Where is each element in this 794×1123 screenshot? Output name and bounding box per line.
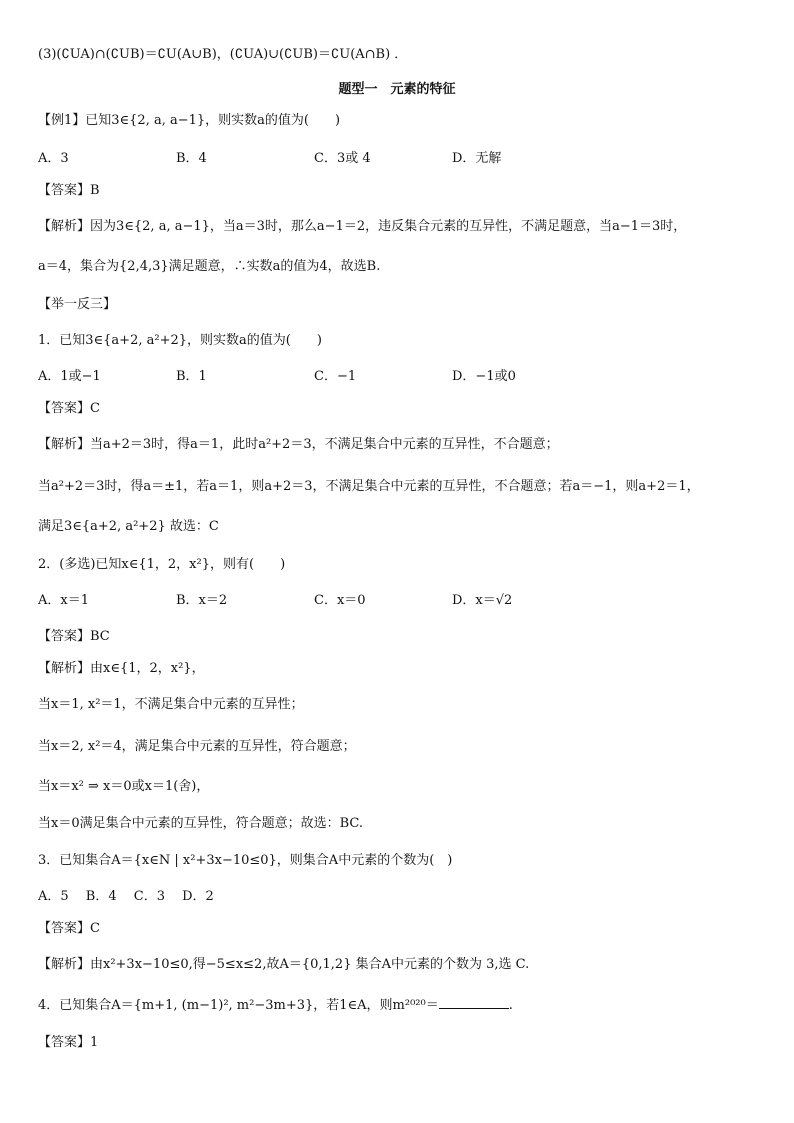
option-b: B．4 [176, 151, 207, 166]
option-b: B．x＝2 [176, 593, 228, 608]
q3-question: 3．已知集合A＝{x∈N | x²+3x−10≤0}，则集合A中元素的个数为( ) [38, 853, 453, 868]
example-1-analysis-2: a＝4，集合为{2,4,3}满足题意，∴实数a的值为4，故选B. [38, 259, 381, 274]
q2-analysis-4: 当x＝x² ⇒ x＝0或x＝1(舍)， [38, 779, 210, 794]
q2-options [38, 592, 590, 610]
q3-analysis: 【解析】由x²+3x−10≤0,得−5≤x≤2,故A＝{0,1,2} 集合A中元素的个数为 3,选 C. [38, 957, 530, 972]
q2-analysis-1: 【解析】由x∈{1，2，x²}， [38, 661, 205, 676]
example-1-analysis-1: 【解析】因为3∈{2, a, a−1}，当a＝3时，那么a−1＝2，违反集合元素的互异性，不满足题意，当a−1＝3时， [38, 219, 687, 234]
option-c: C．−1 [314, 369, 357, 384]
q2-analysis-3: 当x＝2, x²＝4，满足集合中元素的互异性，符合题意； [38, 739, 356, 754]
practice-heading: 【举一反三】 [38, 297, 117, 312]
q1-answer: 【答案】C [38, 401, 100, 416]
q4-question-end: . [508, 998, 513, 1013]
example-1-question: 【例1】已知3∈{2, a, a−1}，则实数a的值为( ) [38, 113, 341, 128]
q2-answer: 【答案】BC [38, 629, 110, 644]
q2-analysis-2: 当x＝1, x²＝1，不满足集合中元素的互异性； [38, 697, 304, 712]
answer-blank[interactable] [439, 996, 509, 1009]
option-a: A．x＝1 [38, 593, 89, 608]
example-1-options [38, 150, 590, 168]
q3-answer: 【答案】C [38, 921, 100, 936]
q4-question-text: 4．已知集合A＝{m+1, (m−1)², m²−3m+3}，若1∈A，则m²⁰²⁰＝ [38, 998, 439, 1013]
q2-question: 2．(多选)已知x∈{1，2，x²}，则有( ) [38, 557, 286, 572]
set-complement-formula: (3)(∁UA)∩(∁UB)＝∁U(A∪B)，(∁UA)∪(∁UB)＝∁U(A∩B) ． [38, 47, 408, 62]
option-d: D．−1或0 [452, 369, 516, 384]
option-c: C．3或 4 [314, 151, 371, 166]
q4-question [38, 996, 513, 1015]
q1-analysis-3: 满足3∈{a+2, a²+2} 故选：C [38, 519, 219, 534]
option-b: B．1 [176, 369, 207, 384]
example-1-answer: 【答案】B [38, 183, 100, 198]
q1-analysis-2: 当a²+2＝3时，得a＝±1，若a＝1，则a+2＝3，不满足集合中元素的互异性，不合题意；若a＝−1，则a+2＝1， [38, 479, 700, 494]
q4-answer: 【答案】1 [38, 1035, 99, 1050]
q3-options: A．5 B．4 C．3 D．2 [38, 889, 214, 904]
q1-options [38, 368, 590, 386]
option-c: C．x＝0 [314, 593, 366, 608]
option-d: D．x＝√2 [452, 593, 513, 608]
option-a: A．1或−1 [38, 369, 101, 384]
option-a: A．3 [38, 151, 69, 166]
option-d: D．无解 [452, 151, 502, 166]
q1-analysis-1: 【解析】当a+2＝3时，得a＝1，此时a²+2＝3，不满足集合中元素的互异性，不合题意； [38, 437, 559, 452]
q2-analysis-5: 当x＝0满足集合中元素的互异性，符合题意；故选：BC. [38, 816, 364, 831]
q1-question: 1．已知3∈{a+2, a²+2}，则实数a的值为( ) [38, 333, 322, 348]
section-title: 题型一 元素的特征 [338, 82, 456, 97]
